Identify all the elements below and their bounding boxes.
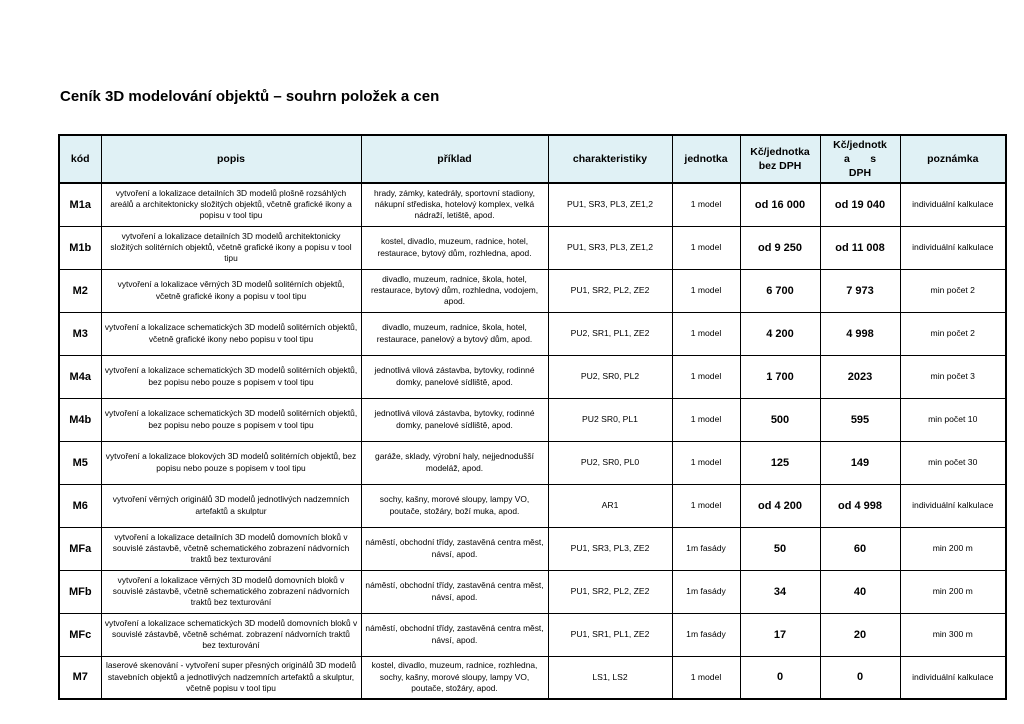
- row-code: MFb: [59, 570, 101, 613]
- row-note: individuální kalkulace: [900, 183, 1006, 226]
- row-price-without-vat: 6 700: [740, 269, 820, 312]
- row-characteristics: PU1, SR2, PL2, ZE2: [548, 570, 672, 613]
- row-note: individuální kalkulace: [900, 656, 1006, 699]
- row-example: sochy, kašny, morové sloupy, lampy VO, poutače, stožáry, boží muka, apod.: [361, 484, 548, 527]
- row-description: laserové skenování - vytvoření super přesných originálů 3D modelů stavebních objektů a jednotlivých nadzemních artefaktů a skulptur, včetně popisu v tool tipu: [101, 656, 361, 699]
- table-row: [59, 312, 1006, 355]
- row-code: M6: [59, 484, 101, 527]
- row-price-with-vat: 2023: [820, 355, 900, 398]
- row-description: vytvoření a lokalizace schematických 3D modelů solitérních objektů, včetně grafické ikony nebo popisu v tool tipu: [101, 312, 361, 355]
- row-characteristics: PU2, SR1, PL1, ZE2: [548, 312, 672, 355]
- row-characteristics: PU2 SR0, PL1: [548, 398, 672, 441]
- row-example: kostel, divadlo, muzeum, radnice, hotel, restaurace, bytový dům, rozhledna, apod.: [361, 226, 548, 269]
- row-price-without-vat: od 9 250: [740, 226, 820, 269]
- header-example: příklad: [361, 135, 548, 183]
- row-unit: 1 model: [672, 183, 740, 226]
- row-price-with-vat: 149: [820, 441, 900, 484]
- row-example: divadlo, muzeum, radnice, škola, hotel, restaurace, panelový a bytový dům, apod.: [361, 312, 548, 355]
- table-row: [59, 183, 1006, 226]
- row-code: M4a: [59, 355, 101, 398]
- row-price-without-vat: 125: [740, 441, 820, 484]
- row-description: vytvoření a lokalizace detailních 3D modelů architektonicky složitých solitérních objektů, včetně grafické ikony a popisu v tool tipu: [101, 226, 361, 269]
- row-description: vytvoření a lokalizace detailních 3D modelů plošně rozsáhlých areálů a architektonicky složitých objektů, včetně grafické ikony a popisu v tool tipu: [101, 183, 361, 226]
- header-price-with-vat-line3: DPH: [848, 167, 872, 179]
- row-unit: 1m fasády: [672, 613, 740, 656]
- row-example: jednotlivá vilová zástavba, bytovky, rodinné domky, panelové sídliště, apod.: [361, 355, 548, 398]
- row-code: MFc: [59, 613, 101, 656]
- row-note: min počet 3: [900, 355, 1006, 398]
- row-price-without-vat: 34: [740, 570, 820, 613]
- row-price-without-vat: od 4 200: [740, 484, 820, 527]
- row-price-with-vat: 40: [820, 570, 900, 613]
- header-price-without-vat: Kč/jednotka bez DPH: [740, 135, 820, 183]
- header-characteristics: charakteristiky: [548, 135, 672, 183]
- row-note: min 200 m: [900, 570, 1006, 613]
- row-characteristics: PU1, SR1, PL1, ZE2: [548, 613, 672, 656]
- row-example: kostel, divadlo, muzeum, radnice, rozhledna, sochy, kašny, morové sloupy, lampy VO, poutače, stožáry, apod.: [361, 656, 548, 699]
- table-row: [59, 226, 1006, 269]
- row-example: náměstí, obchodní třídy, zastavěná centra měst, návsí, apod.: [361, 613, 548, 656]
- row-price-without-vat: 4 200: [740, 312, 820, 355]
- row-note: min 200 m: [900, 527, 1006, 570]
- header-price-with-vat-line2: a s: [843, 153, 877, 165]
- row-description: vytvoření a lokalizace schematických 3D modelů domovních bloků v souvislé zástavbě, včetně schémat. zobrazení nádvorních traktů bez texturování: [101, 613, 361, 656]
- table-row: [59, 441, 1006, 484]
- row-description: vytvoření a lokalizace blokových 3D modelů solitérních objektů, bez popisu nebo pouze s popisem v tool tipu: [101, 441, 361, 484]
- row-note: min počet 10: [900, 398, 1006, 441]
- row-description: vytvoření a lokalizace detailních 3D modelů domovních bloků v souvislé zástavbě, včetně schematického zobrazení nádvorních traktů bez texturování: [101, 527, 361, 570]
- row-unit: 1 model: [672, 441, 740, 484]
- table-row: [59, 269, 1006, 312]
- row-description: vytvoření věrných originálů 3D modelů jednotlivých nadzemních artefaktů a skulptur: [101, 484, 361, 527]
- row-unit: 1 model: [672, 355, 740, 398]
- row-characteristics: LS1, LS2: [548, 656, 672, 699]
- table-header-row: [59, 135, 1006, 183]
- row-price-with-vat: 0: [820, 656, 900, 699]
- row-note: min počet 2: [900, 269, 1006, 312]
- row-note: min počet 2: [900, 312, 1006, 355]
- row-price-without-vat: 1 700: [740, 355, 820, 398]
- row-characteristics: PU1, SR3, PL3, ZE2: [548, 527, 672, 570]
- row-unit: 1 model: [672, 656, 740, 699]
- row-code: M3: [59, 312, 101, 355]
- row-example: garáže, sklady, výrobní haly, nejjednodušší modeláž, apod.: [361, 441, 548, 484]
- row-characteristics: PU1, SR3, PL3, ZE1,2: [548, 226, 672, 269]
- document-title: Ceník 3D modelování objektů – souhrn položek a cen: [60, 88, 440, 105]
- row-code: M4b: [59, 398, 101, 441]
- table-row: [59, 398, 1006, 441]
- row-price-with-vat: od 4 998: [820, 484, 900, 527]
- row-description: vytvoření a lokalizace věrných 3D modelů solitérních objektů, včetně grafické ikony a popisu v tool tipu: [101, 269, 361, 312]
- row-code: M1b: [59, 226, 101, 269]
- row-example: náměstí, obchodní třídy, zastavěná centra měst, návsí, apod.: [361, 570, 548, 613]
- row-note: min 300 m: [900, 613, 1006, 656]
- row-example: náměstí, obchodní třídy, zastavěná centra měst, návsí, apod.: [361, 527, 548, 570]
- row-unit: 1m fasády: [672, 527, 740, 570]
- row-price-with-vat: 595: [820, 398, 900, 441]
- row-example: jednotlivá vilová zástavba, bytovky, rodinné domky, panelové sídliště, apod.: [361, 398, 548, 441]
- table-row: [59, 570, 1006, 613]
- row-code: M1a: [59, 183, 101, 226]
- row-characteristics: PU1, SR3, PL3, ZE1,2: [548, 183, 672, 226]
- table-row: [59, 355, 1006, 398]
- header-price-with-vat-line1: Kč/jednotk: [833, 139, 887, 151]
- row-code: M2: [59, 269, 101, 312]
- row-price-with-vat: 7 973: [820, 269, 900, 312]
- row-characteristics: PU2, SR0, PL2: [548, 355, 672, 398]
- row-price-without-vat: od 16 000: [740, 183, 820, 226]
- row-price-without-vat: 17: [740, 613, 820, 656]
- row-price-with-vat: 60: [820, 527, 900, 570]
- header-code: kód: [59, 135, 101, 183]
- row-code: M5: [59, 441, 101, 484]
- row-unit: 1 model: [672, 398, 740, 441]
- header-note: poznámka: [900, 135, 1006, 183]
- pricing-table: [58, 134, 1007, 700]
- table-row: [59, 484, 1006, 527]
- row-unit: 1 model: [672, 312, 740, 355]
- row-unit: 1 model: [672, 269, 740, 312]
- header-price-with-vat: [820, 135, 900, 183]
- row-description: vytvoření a lokalizace věrných 3D modelů domovních bloků v souvislé zástavbě, včetně schematického zobrazení nádvorních traktů bez texturování: [101, 570, 361, 613]
- row-note: individuální kalkulace: [900, 226, 1006, 269]
- table-row: [59, 656, 1006, 699]
- row-price-with-vat: 4 998: [820, 312, 900, 355]
- row-price-with-vat: 20: [820, 613, 900, 656]
- row-example: divadlo, muzeum, radnice, škola, hotel, restaurace, bytový dům, rozhledna, vodojem, apod.: [361, 269, 548, 312]
- row-note: min počet 30: [900, 441, 1006, 484]
- row-unit: 1 model: [672, 484, 740, 527]
- row-characteristics: PU1, SR2, PL2, ZE2: [548, 269, 672, 312]
- row-price-without-vat: 0: [740, 656, 820, 699]
- header-unit: jednotka: [672, 135, 740, 183]
- row-code: M7: [59, 656, 101, 699]
- row-price-without-vat: 500: [740, 398, 820, 441]
- row-characteristics: PU2, SR0, PL0: [548, 441, 672, 484]
- row-unit: 1m fasády: [672, 570, 740, 613]
- row-characteristics: AR1: [548, 484, 672, 527]
- row-price-without-vat: 50: [740, 527, 820, 570]
- row-description: vytvoření a lokalizace schematických 3D modelů solitérních objektů, bez popisu nebo pouze s popisem v tool tipu: [101, 355, 361, 398]
- table-row: [59, 527, 1006, 570]
- row-example: hrady, zámky, katedrály, sportovní stadiony, nákupní střediska, hotelový komplex, velká nádraží, letiště, apod.: [361, 183, 548, 226]
- row-price-with-vat: od 19 040: [820, 183, 900, 226]
- header-description: popis: [101, 135, 361, 183]
- row-price-with-vat: od 11 008: [820, 226, 900, 269]
- row-code: MFa: [59, 527, 101, 570]
- row-note: individuální kalkulace: [900, 484, 1006, 527]
- row-unit: 1 model: [672, 226, 740, 269]
- table-row: [59, 613, 1006, 656]
- row-description: vytvoření a lokalizace schematických 3D modelů solitérních objektů, bez popisu nebo pouze s popisem v tool tipu: [101, 398, 361, 441]
